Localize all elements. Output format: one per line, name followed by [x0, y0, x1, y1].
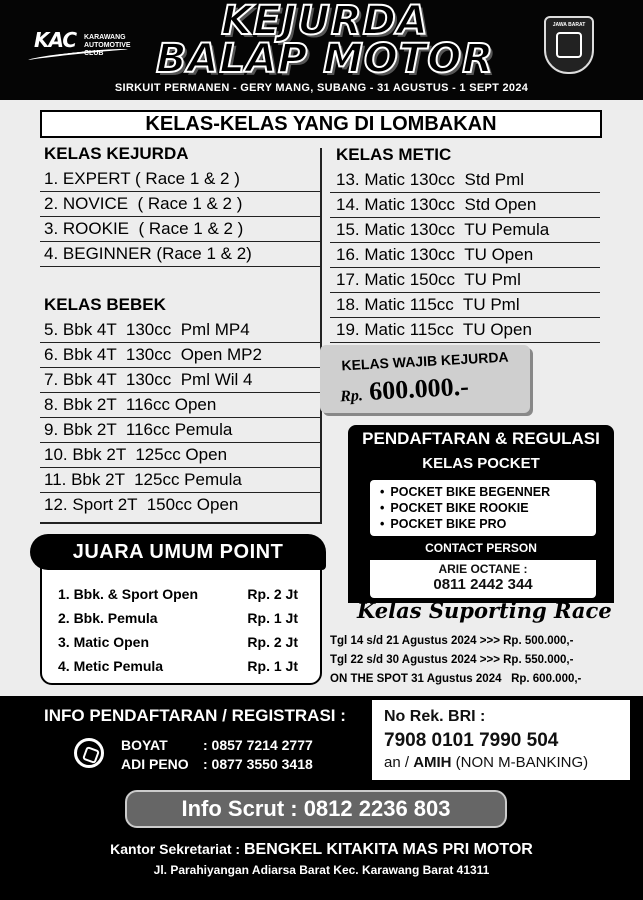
badge-emblem-icon	[556, 32, 582, 58]
registration-title: PENDAFTARAN & REGULASI	[362, 429, 600, 448]
mandatory-fee-amount	[339, 372, 469, 409]
association-badge-icon	[544, 16, 594, 74]
list-item: 4. BEGINNER (Race 1 & 2)	[40, 242, 320, 267]
logo-sub2: AUTOMOTIVE CLUB	[84, 42, 131, 57]
overall-champion-title: JUARA UMUM POINT	[30, 534, 326, 570]
list-item: 14. Matic 130cc Std Open	[330, 193, 600, 218]
bebek-list	[40, 318, 320, 518]
event-location-date: SIRKUIT PERMANEN - GERY MANG, SUBANG - 31 AGUSTUS - 1 SEPT 2024	[114, 82, 529, 94]
bebek-title: KELAS BEBEK	[44, 295, 166, 314]
kejurda-list	[40, 167, 320, 267]
list-item: 18. Matic 115cc TU Pml	[330, 293, 600, 318]
supporting-race-section	[322, 596, 622, 696]
registration-regulation-box	[348, 425, 614, 603]
contact-name: BOYAT	[121, 737, 168, 753]
pocket-list	[370, 480, 596, 536]
prize-label: 3. Matic Open	[58, 634, 150, 650]
kejurda-title: KELAS KEJURDA	[44, 144, 189, 163]
account-name-prefix: an /	[384, 754, 414, 771]
contact-phone: : 0877 3550 3418	[203, 756, 313, 772]
contact-names	[121, 736, 189, 774]
bank-account-number: 7908 0101 7990 504	[384, 730, 559, 751]
prize-label: 1. Bbk. & Sport Open	[58, 586, 199, 602]
prize-label: 2. Bbk. Pemula	[58, 610, 158, 626]
prize-amount: Rp. 2 Jt	[247, 586, 298, 602]
registration-info	[0, 696, 643, 804]
supporting-race-title: Kelas Suporting Race	[357, 598, 612, 623]
account-note: (NON M-BANKING)	[451, 754, 589, 771]
metic-title: KELAS METIC	[336, 145, 452, 164]
secretariat-name: BENGKEL KITAKITA MAS PRI MOTOR	[243, 841, 533, 858]
list-item: 11. Bbk 2T 125cc Pemula	[40, 468, 320, 493]
event-title	[140, 0, 510, 82]
title-line1: KEJURDA	[221, 0, 429, 44]
list-item: 1. EXPERT ( Race 1 & 2 )	[40, 167, 320, 192]
secretariat-line	[0, 841, 643, 859]
badge-text: JAWA BARAT	[552, 22, 586, 28]
mandatory-fee-title: KELAS WAJIB KEJURDA	[341, 348, 509, 374]
list-item: 9. Bbk 2T 116cc Pemula	[40, 418, 320, 443]
secretariat-address: Jl. Parahiyangan Adiarsa Barat Kec. Karawang Barat 41311	[153, 863, 490, 877]
column-divider	[320, 148, 322, 523]
list-item: Tgl 22 s/d 30 Agustus 2024 >>> Rp. 550.000,-	[330, 654, 574, 666]
contact-phones	[203, 736, 313, 774]
contact-name: ADI PENO	[121, 756, 189, 772]
logo-text: KAC	[34, 28, 77, 52]
scrutineering-info: Info Scrut : 0812 2236 803	[125, 790, 507, 828]
bank-account-label: No Rek. BRI :	[384, 708, 486, 725]
account-holder: AMIH	[413, 754, 452, 771]
list-item: • POCKET BIKE BEGENNER	[380, 484, 596, 500]
title-line2: BALAP MOTOR	[155, 36, 495, 82]
mandatory-fee-box	[320, 345, 530, 413]
prize-amount: Rp. 1 Jt	[247, 658, 298, 674]
header	[0, 0, 643, 100]
list-item	[58, 582, 298, 606]
list-item: • POCKET BIKE PRO	[380, 516, 596, 532]
prize-amount: Rp. 1 Jt	[247, 610, 298, 626]
list-item: 19. Matic 115cc TU Open	[330, 318, 600, 343]
registration-info-title: INFO PENDAFTARAN / REGISTRASI :	[44, 706, 346, 725]
list-item: 3. ROOKIE ( Race 1 & 2 )	[40, 217, 320, 242]
list-item	[58, 606, 298, 630]
list-item: 8. Bbk 2T 116cc Open	[40, 393, 320, 418]
champion-prize-list	[58, 582, 298, 678]
contact-name: ARIE OCTANE :	[438, 562, 528, 576]
list-item: 17. Matic 150cc TU Pml	[330, 268, 600, 293]
list-item	[58, 654, 298, 678]
list-item: 6. Bbk 4T 130cc Open MP2	[40, 343, 320, 368]
list-item: • POCKET BIKE ROOKIE	[380, 500, 596, 516]
contact-box	[370, 560, 596, 598]
classes-heading: KELAS-KELAS YANG DI LOMBAKAN	[40, 110, 602, 138]
list-item: 12. Sport 2T 150cc Open	[44, 495, 239, 514]
footer	[0, 828, 643, 900]
list-item: 5. Bbk 4T 130cc Pml MP4	[40, 318, 320, 343]
list-item: Tgl 14 s/d 21 Agustus 2024 >>> Rp. 500.000,-	[330, 635, 574, 647]
contact-phone: : 0857 7214 2777	[203, 737, 313, 753]
prize-label: 4. Metic Pemula	[58, 658, 164, 674]
contact-phone: 0811 2442 344	[433, 576, 533, 593]
kac-logo	[28, 22, 138, 72]
bank-account-name	[384, 754, 630, 771]
list-item: ON THE SPOT 31 Agustus 2024 Rp. 600.000,-	[330, 673, 582, 685]
amount-value: 600.000.-	[368, 371, 470, 406]
secretariat-label: Kantor Sekretariat :	[110, 841, 244, 857]
bank-account-box	[372, 700, 630, 780]
logo-sub1: KARAWANG	[84, 34, 126, 41]
list-item: 10. Bbk 2T 125cc Open	[40, 443, 320, 468]
pocket-class-title: KELAS POCKET	[422, 455, 540, 472]
list-item: 2. NOVICE ( Race 1 & 2 )	[40, 192, 320, 217]
bebek-bottom-divider	[40, 522, 322, 524]
supporting-race-fees	[330, 632, 581, 689]
list-item: 15. Matic 130cc TU Pemula	[330, 218, 600, 243]
metic-list	[330, 168, 600, 343]
contact-person-label: CONTACT PERSON	[425, 541, 537, 555]
list-item: 16. Matic 130cc TU Open	[330, 243, 600, 268]
list-item	[58, 630, 298, 654]
whatsapp-icon	[74, 738, 104, 768]
currency-label: Rp.	[339, 387, 364, 406]
prize-amount: Rp. 2 Jt	[247, 634, 298, 650]
list-item: 7. Bbk 4T 130cc Pml Wil 4	[40, 368, 320, 393]
list-item: 13. Matic 130cc Std Pml	[330, 168, 600, 193]
